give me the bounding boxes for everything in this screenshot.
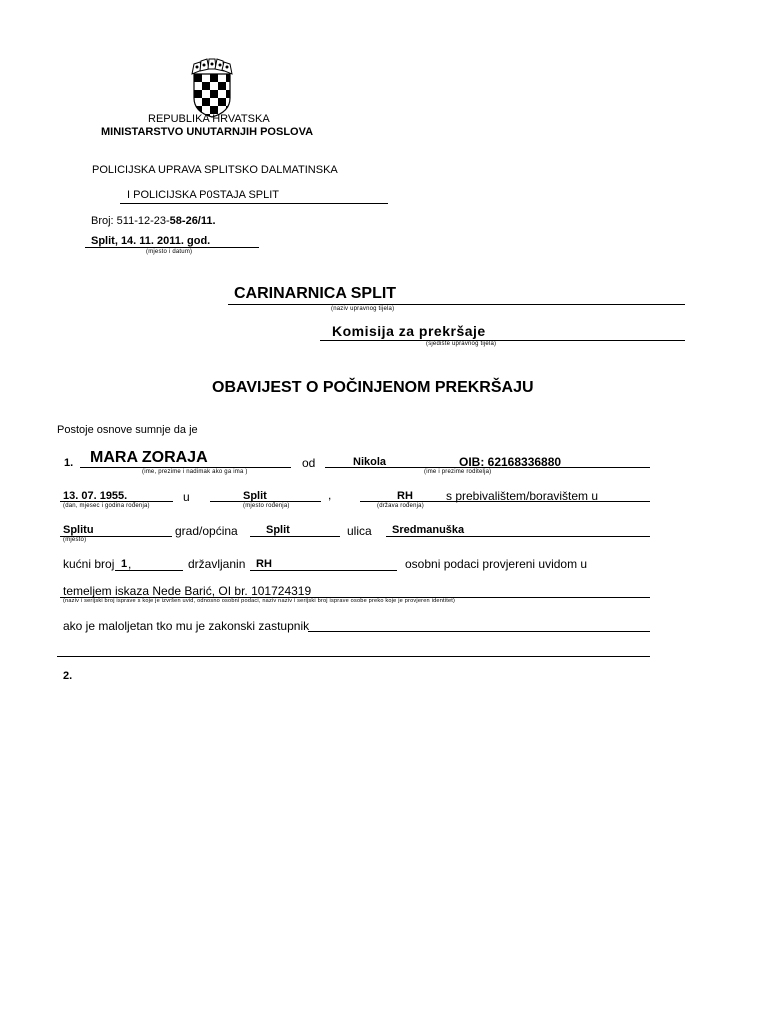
citizenship-label: državljanin [188,557,246,571]
coat-of-arms-icon [190,58,234,118]
reference-number-label: Broj: 511-12-23- [91,215,170,227]
recipient-seat-underline [320,340,685,341]
person-name-caption: (ime, prezime i nadimak ako ga ima ) [142,469,248,475]
republic-name: REPUBLIKA HRVATSKA [148,113,270,125]
citizenship-underline [250,570,397,571]
municipality-label: grad/općina [175,524,238,538]
od-label: od [302,456,316,470]
police-administration: POLICIJSKA UPRAVA SPLITSKO DALMATINSKA [92,164,338,176]
second-person-number: 2. [63,670,73,682]
residence-caption: (mjesto) [63,537,87,543]
street-label: ulica [347,524,372,538]
birth-date: 13. 07. 1955. [63,490,128,502]
recipient-name-underline [228,304,685,305]
place-and-date: Split, 14. 11. 2011. god. [91,235,211,247]
house-number-label: kućni broj [63,557,115,571]
birth-country-underline [360,501,650,502]
residence-place: Splitu [63,524,94,536]
person-number: 1. [64,457,74,469]
police-station: I POLICIJSKA P0STAJA SPLIT [127,189,280,201]
person-name-underline [80,467,291,468]
reference-number-bold: 58-26/11. [169,215,216,227]
birth-country: RH [397,490,413,502]
place-date-caption: (mjesto i datum) [146,249,193,255]
place-date-underline [85,247,259,248]
house-number: 1 [121,558,128,570]
verified-label: osobni podaci provjereni uvidom u [405,557,588,571]
parent-underline [325,467,650,468]
intro-text: Postoje osnove sumnje da je [57,424,198,436]
document-caption: (naziv i serijski broj isprave s koje je izvršen uvid, odnosno osobni podaci, naziv naziv i serijski broj isprave osobe preko koje je provjeren identitet) [63,598,456,604]
house-number-underline [115,570,183,571]
birth-place: Split [243,490,267,502]
ministry-name: MINISTARSTVO UNUTARNJIH POSLOVA [101,126,314,138]
birth-place-caption: (mjesto rođenja) [243,503,290,509]
birth-date-caption: (dan, mjesec i godina rođenja) [63,503,150,509]
police-station-underline [120,203,388,204]
guardian-label: ako je maloljetan tko mu je zakonski zastupnik [63,619,310,633]
section-divider [57,656,650,657]
birth-place-underline [210,501,321,502]
reference-number [91,215,216,227]
document-title: OBAVIJEST O POČINJENOM PREKRŠAJU [212,379,534,396]
recipient-name: CARINARNICA SPLIT [234,285,397,302]
parent-caption: (ime i prezime roditelja) [424,469,492,475]
municipality-value: Split [266,524,290,536]
document-source: temeljem iskaza Nede Barić, OI br. 101724319 [63,584,312,598]
u-label: u [183,490,190,504]
parent-name: Nikola [353,456,387,468]
recipient-name-caption: (naziv upravnog tijela) [331,306,395,312]
recipient-seat: Komisija za prekršaje [332,323,486,339]
birth-date-underline [60,501,173,502]
street-underline [386,536,650,537]
comma-separator: , [328,488,332,502]
recipient-seat-caption: (sjedište upravnog tijela) [426,341,497,347]
person-name: MARA ZORAJA [90,449,208,466]
house-number-comma: , [128,557,132,571]
birth-country-caption: (država rođenja) [377,503,424,509]
residence-label: s prebivalištem/boravištem u [446,489,599,503]
guardian-underline [308,631,650,632]
citizenship-value: RH [256,558,272,570]
municipality-underline [250,536,340,537]
street-value: Sredmanuška [392,524,465,536]
oib-value: OIB: 62168336880 [459,455,562,469]
